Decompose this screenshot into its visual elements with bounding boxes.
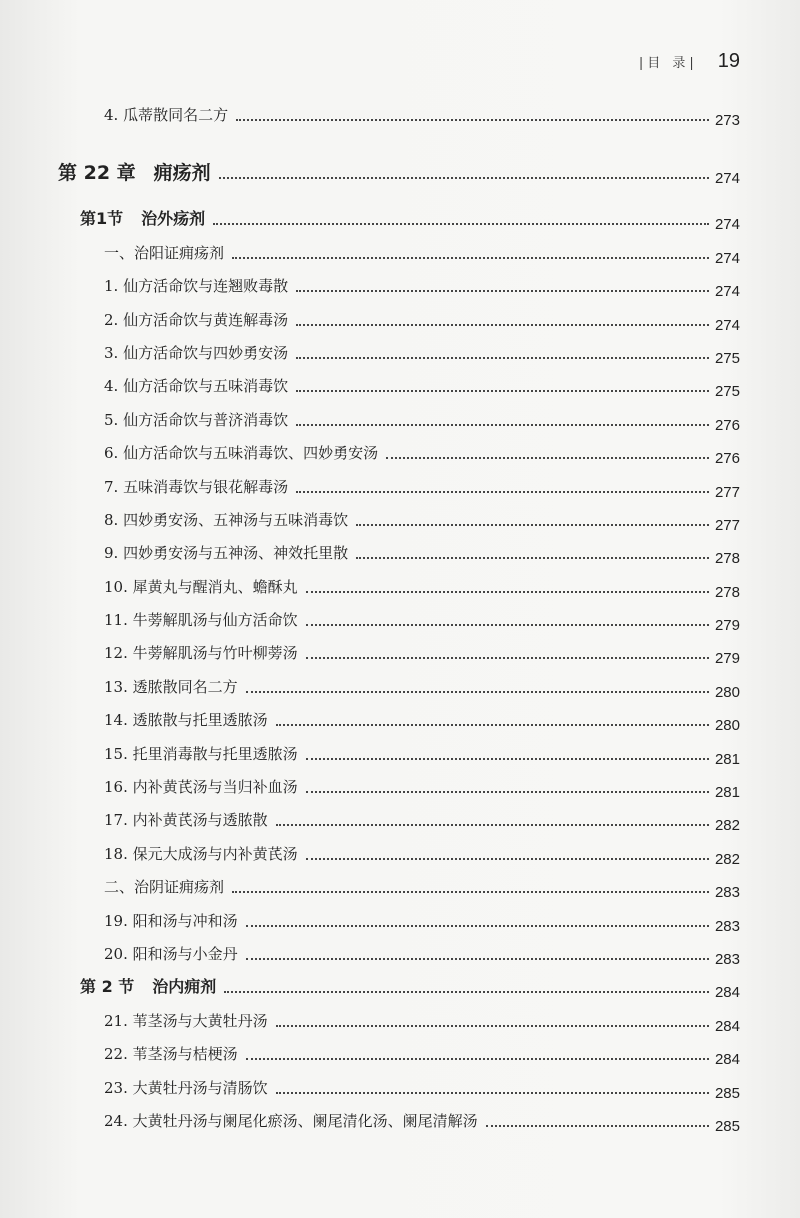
toc-entry-text: 24. 大黄牡丹汤与阑尾化瘀汤、阑尾清化汤、阑尾清解汤 [104,1111,478,1130]
toc-entry-title [104,576,298,603]
toc-entry-title [58,158,211,189]
toc-entry-title [104,442,378,469]
running-header [639,50,740,73]
toc-entry-title [104,1010,268,1037]
toc-entry-title [104,642,298,669]
toc-entry-page: 282 [714,850,740,868]
toc-entry-page: 276 [714,416,740,434]
toc-entry-item[interactable] [0,1104,800,1137]
toc-entry-title [104,709,268,736]
toc-entry-item[interactable] [0,336,800,369]
toc-entry-text: 6. 仙方活命饮与五味消毒饮、四妙勇安汤 [104,444,379,463]
toc-entry-page: 274 [714,283,740,301]
toc-entry-item[interactable] [0,1037,800,1070]
dot-leader [276,724,709,726]
dot-leader [486,1125,709,1127]
toc-entry-title [104,609,298,636]
toc-entry-page: 278 [714,550,740,568]
dot-leader [306,758,709,760]
toc-entry-title [104,509,348,536]
toc-entry-title [104,809,268,836]
dot-leader [246,1058,709,1060]
toc-entry-item[interactable] [0,770,800,803]
toc-entry-title [104,843,298,870]
dot-leader [306,791,709,793]
toc-entry-text: 13. 透脓散同名二方 [104,677,238,696]
toc-entry-text: 4. 瓜蒂散同名二方 [104,106,229,125]
toc-entry-text: 3. 仙方活命饮与四妙勇安汤 [104,343,289,362]
toc-entry-item[interactable] [0,569,800,602]
toc-entry-item[interactable] [0,436,800,469]
dot-leader [296,390,709,392]
toc-entry-text: 痈疡剂 [153,162,211,185]
toc-entry-item[interactable] [0,98,800,131]
dot-leader [276,1092,709,1094]
toc-entry-title [104,1110,478,1137]
dot-leader [296,424,709,426]
toc-entry-item[interactable] [0,803,800,836]
dot-leader [213,223,709,225]
toc-entry-item[interactable] [0,269,800,302]
toc-entry-title [104,542,348,569]
toc-entry-title [104,910,238,937]
toc-entry-item[interactable] [0,536,800,569]
toc-entry-page: 283 [714,884,740,902]
toc-entry-item[interactable] [0,736,800,769]
toc-entry-title [104,1043,238,1070]
toc-entry-page: 285 [714,1117,740,1135]
toc-entry-text: 一、治阳证痈疡剂 [104,243,225,262]
toc-entry-text: 14. 透脓散与托里透脓汤 [104,711,268,730]
toc-entry-section[interactable] [0,189,800,235]
toc-entry-text: 17. 内补黄芪汤与透脓散 [104,811,268,830]
toc-entry-label: 第1节 [80,209,124,229]
toc-entry-text: 20. 阳和汤与小金丹 [104,944,238,963]
toc-entry-page: 274 [714,316,740,334]
toc-entry-text: 8. 四妙勇安汤、五神汤与五味消毒饮 [104,510,349,529]
toc-entry-text: 1. 仙方活命饮与连翘败毒散 [104,277,289,296]
toc-entry-title [104,743,298,770]
toc-entry-title [104,104,228,131]
toc-entry-item[interactable] [0,903,800,936]
toc-entry-text: 22. 苇茎汤与桔梗汤 [104,1045,238,1064]
dot-leader [306,858,709,860]
toc-entry-text: 15. 托里消毒散与托里透脓汤 [104,744,298,763]
dot-leader [224,991,709,993]
toc-entry-title [80,974,216,1003]
header-section-label: |目 录| [638,56,698,71]
toc-entry-page: 283 [714,950,740,968]
toc-entry-page: 284 [714,1051,740,1069]
toc-entry-page: 274 [714,170,740,188]
toc-entry-text: 二、治阴证痈疡剂 [104,878,225,897]
dot-leader [296,324,709,326]
toc-entry-page: 279 [714,617,740,635]
toc-entry-item[interactable] [0,369,800,402]
toc-entry-label: 第 22 章 [58,162,136,185]
toc-entry-label: 第 2 节 [80,977,135,997]
dot-leader [236,119,709,121]
toc-entry-page: 277 [714,483,740,501]
toc-entry-text: 4. 仙方活命饮与五味消毒饮 [104,377,289,396]
toc-entry-page: 280 [714,717,740,735]
dot-leader [296,491,709,493]
toc-entry-text: 23. 大黄牡丹汤与清肠饮 [104,1078,268,1097]
toc-entry-item[interactable] [0,503,800,536]
toc-entry-text: 9. 四妙勇安汤与五神汤、神效托里散 [104,544,349,563]
toc-entry-page: 281 [714,750,740,768]
toc-entry-text: 2. 仙方活命饮与黄连解毒汤 [104,310,289,329]
toc-entry-page: 285 [714,1084,740,1102]
toc-entry-title [104,1077,268,1104]
dot-leader [296,290,709,292]
toc-entry-page: 283 [714,917,740,935]
toc-entry-page: 276 [714,450,740,468]
toc-entry-title [104,409,288,436]
header-page-number: 19 [717,50,740,72]
dot-leader [296,357,709,359]
dot-leader [246,958,709,960]
dot-leader [246,925,709,927]
toc-entry-text: 治内痈剂 [152,977,217,997]
dot-leader [232,257,709,259]
table-of-contents [0,98,800,1137]
toc-entry-item[interactable] [0,603,800,636]
toc-entry-section2[interactable] [0,970,800,1003]
toc-entry-text: 21. 苇茎汤与大黄牡丹汤 [104,1011,268,1030]
toc-entry-title [104,476,288,503]
toc-entry-text: 12. 牛蒡解肌汤与竹叶柳蒡汤 [104,644,298,663]
toc-entry-page: 274 [714,249,740,267]
toc-entry-group[interactable] [0,870,800,903]
toc-entry-item[interactable] [0,1003,800,1036]
toc-entry-page: 275 [714,383,740,401]
toc-entry-item[interactable] [0,469,800,502]
toc-entry-page: 280 [714,683,740,701]
toc-entry-item[interactable] [0,1070,800,1103]
toc-entry-title [104,242,224,269]
toc-entry-text: 18. 保元大成汤与内补黄芪汤 [104,844,298,863]
toc-entry-page: 282 [714,817,740,835]
toc-entry-text: 19. 阳和汤与冲和汤 [104,911,238,930]
toc-entry-item[interactable] [0,937,800,970]
toc-entry-text: 7. 五味消毒饮与银花解毒汤 [104,477,289,496]
toc-entry-title [104,375,288,402]
toc-entry-text: 治外疡剂 [141,209,206,229]
toc-entry-page: 284 [714,1017,740,1035]
toc-entry-title [104,342,288,369]
dot-leader [232,891,709,893]
toc-entry-page: 274 [714,216,740,234]
toc-entry-page: 284 [714,984,740,1002]
toc-entry-group[interactable] [0,235,800,268]
dot-leader [386,457,709,459]
dot-leader [306,591,709,593]
dot-leader [356,524,709,526]
dot-leader [276,1025,709,1027]
toc-entry-page: 273 [714,112,740,130]
toc-entry-text: 10. 犀黄丸与醒消丸、蟾酥丸 [104,577,298,596]
toc-entry-item[interactable] [0,402,800,435]
toc-entry-page: 277 [714,516,740,534]
toc-entry-chapter[interactable] [0,131,800,189]
toc-entry-page: 279 [714,650,740,668]
toc-entry-text: 5. 仙方活命饮与普济消毒饮 [104,410,289,429]
toc-entry-title [104,776,298,803]
dot-leader [306,657,709,659]
dot-leader [219,177,709,179]
toc-entry-item[interactable] [0,836,800,869]
dot-leader [356,557,709,559]
toc-entry-title [80,206,205,235]
toc-entry-title [104,275,288,302]
toc-entry-text: 11. 牛蒡解肌汤与仙方活命饮 [104,611,298,630]
toc-entry-title [104,876,224,903]
toc-entry-page: 275 [714,349,740,367]
toc-entry-title [104,676,238,703]
toc-entry-page: 281 [714,784,740,802]
dot-leader [246,691,709,693]
dot-leader [276,824,709,826]
toc-entry-item[interactable] [0,703,800,736]
toc-entry-page: 278 [714,583,740,601]
toc-entry-title [104,309,288,336]
toc-entry-item[interactable] [0,302,800,335]
toc-entry-item[interactable] [0,636,800,669]
toc-entry-title [104,943,238,970]
toc-entry-item[interactable] [0,669,800,702]
toc-entry-text: 16. 内补黄芪汤与当归补血汤 [104,778,298,797]
dot-leader [306,624,709,626]
